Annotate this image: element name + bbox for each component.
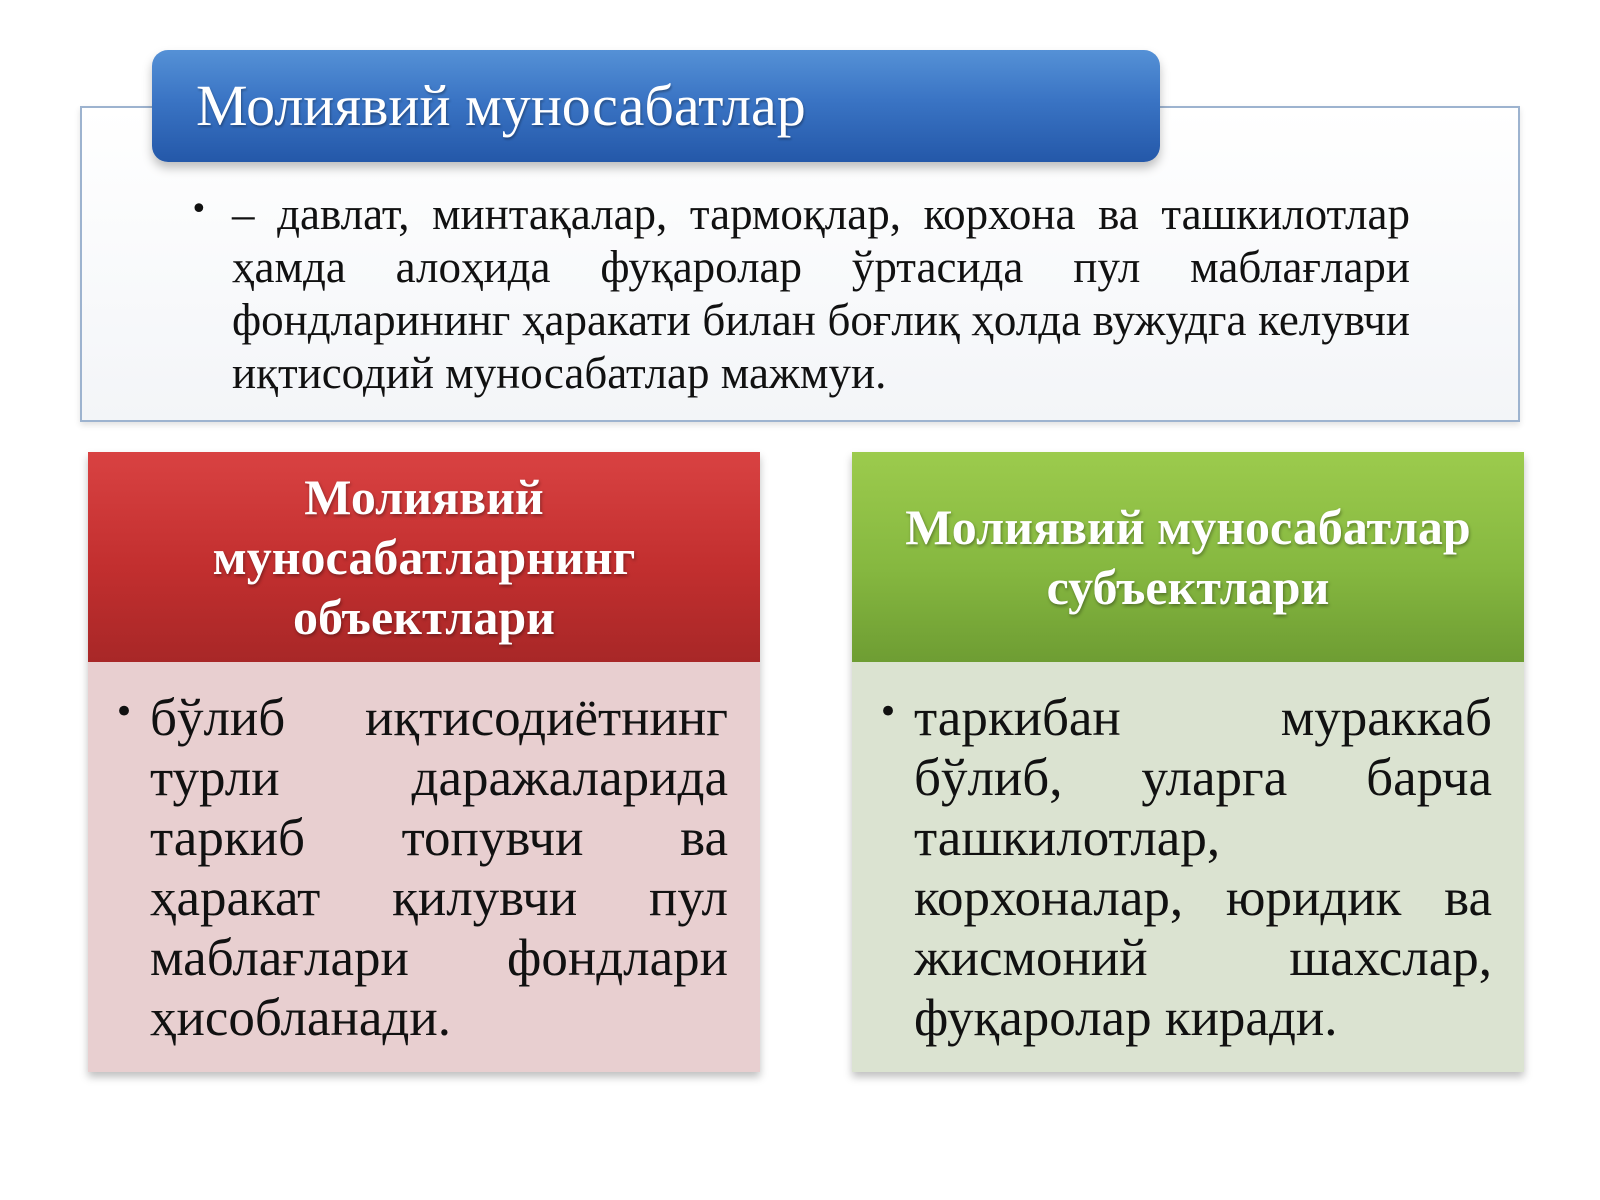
subjects-card-header [852, 452, 1524, 662]
definition-body [190, 188, 1410, 400]
objects-list-item [114, 688, 728, 1048]
bullet-icon: • [878, 692, 899, 732]
subjects-card-title: Молиявий муносабатлар субъектлари [905, 499, 1471, 615]
definition-text: – давлат, минтақалар, тармоқлар, корхона ва ташкилотлар ҳамда алоҳида фуқаролар ўртасида пул маблағлари фондларининг ҳаракати билан боғлиқ ҳолда вужудга келувчи иқтисодий муносабатлар мажмуи. [232, 189, 1410, 398]
subjects-list-item [878, 688, 1492, 1048]
page-title: Молиявий муносабатлар [196, 73, 806, 138]
subjects-card-body [852, 662, 1524, 1072]
objects-card-text: бўлиб иқтисодиётнинг турли даражаларида таркиб топувчи ва ҳаракат қилувчи пул маблағлари фондлари ҳисобланади. [150, 689, 728, 1047]
title-banner [152, 50, 1160, 162]
objects-card-body [88, 662, 760, 1072]
subjects-card-text: таркибан мураккаб бўлиб, уларга барча ташкилотлар, корхоналар, юридик ва жисмоний шахслар, фуқаролар киради. [914, 689, 1492, 1047]
objects-card-header [88, 452, 760, 662]
bullet-icon: • [190, 192, 208, 227]
definition-list-item [190, 188, 1410, 400]
subjects-card [852, 452, 1524, 1072]
objects-card-title: Молиявий муносабатларнинг объектлари [212, 469, 636, 645]
objects-card [88, 452, 760, 1072]
bullet-icon: • [114, 692, 135, 732]
